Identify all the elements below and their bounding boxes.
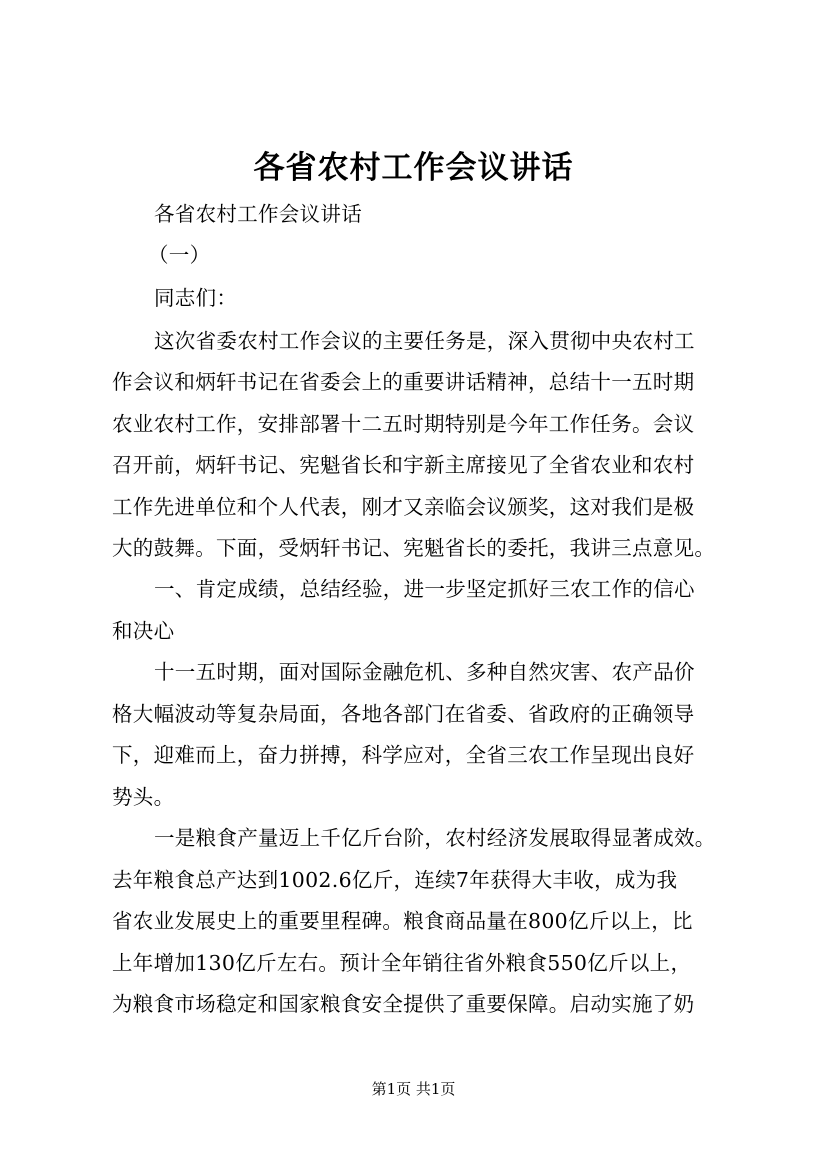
text-line: 这次省委农村工作会议的主要任务是，深入贯彻中央农村工 <box>154 329 695 353</box>
text-line: 为粮食市场稳定和国家粮食安全提供了重要保障。启动实施了奶 <box>112 992 695 1016</box>
text-line: 去年粮食总产达到1002.6亿斤，连续7年获得大丰收，成为我 <box>112 868 678 892</box>
text-line: 作会议和炳轩书记在省委会上的重要讲话精神，总结十一五时期 <box>112 370 695 394</box>
text-line: 工作先进单位和个人代表，刚才又亲临会议颁奖，这对我们是极 <box>112 495 695 519</box>
section-heading: 一、肯定成绩，总结经验，进一步坚定抓好三农工作的信心 <box>154 577 695 601</box>
text-line: 各省农村工作会议讲话 <box>154 202 362 226</box>
text-line: 同志们： <box>154 286 238 310</box>
text-line: 省农业发展史上的重要里程碑。粮食商品量在800亿斤以上，比 <box>112 909 693 933</box>
text-line: 十一五时期，面对国际金融危机、多种自然灾害、农产品价 <box>154 660 695 684</box>
text-line: 下，迎难而上，奋力拼搏，科学应对，全省三农工作呈现出良好 <box>112 743 695 767</box>
text-line: 一是粮食产量迈上千亿斤台阶，农村经济发展取得显著成效。 <box>154 826 716 850</box>
text-line: 大的鼓舞。下面，受炳轩书记、宪魁省长的委托，我讲三点意见。 <box>112 536 716 560</box>
text-line: （一） <box>148 243 211 267</box>
text-line: 势头。 <box>112 785 175 809</box>
section-heading: 和决心 <box>112 619 175 643</box>
text-line: 农业农村工作，安排部署十二五时期特别是今年工作任务。会议 <box>112 412 695 436</box>
text-line: 上年增加130亿斤左右。预计全年销往省外粮食550亿斤以上， <box>112 951 692 975</box>
document-title: 各省农村工作会议讲话 <box>253 150 574 186</box>
page-footer: 第1页 共1页 <box>371 1080 456 1098</box>
text-line: 召开前，炳轩书记、宪魁省长和宇新主席接见了全省农业和农村 <box>112 453 695 477</box>
text-line: 格大幅波动等复杂局面，各地各部门在省委、省政府的正确领导 <box>112 702 695 726</box>
